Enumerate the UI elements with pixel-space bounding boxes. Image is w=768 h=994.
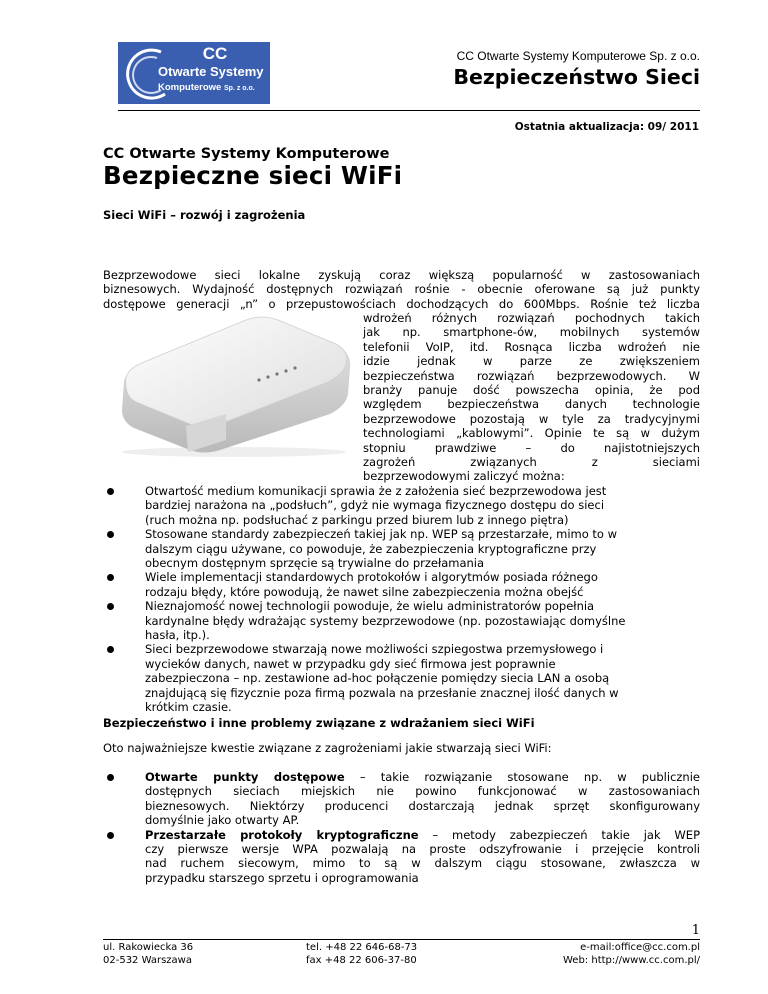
intro-line: branży panuje dość powszecha opinia, że pod xyxy=(363,383,700,398)
intro-line: idzie jednak w parze ze zwiększeniem xyxy=(363,354,700,369)
list-item-line: znajdującą się fizycznie poza firmą pozwala na przesłanie znacznej ilość danych w xyxy=(145,685,619,700)
header-doc-title: Bezpieczeństwo Sieci xyxy=(453,65,700,89)
list-item-line: hasła, itp.). xyxy=(145,628,210,643)
section1-heading: Sieci WiFi – rozwój i zagrożenia xyxy=(103,208,306,222)
page-title: Bezpieczne sieci WiFi xyxy=(103,161,403,190)
list-item-line: Sieci bezprzewodowe stwarzają nowe możliwości szpiegostwa przemysłowego i xyxy=(145,642,604,657)
header-company-name: CC Otwarte Systemy Komputerowe Sp. z o.o. xyxy=(456,49,700,63)
page-number: 1 xyxy=(691,923,700,938)
intro-paragraph-right xyxy=(363,311,700,484)
list-item xyxy=(103,570,700,599)
bullet-icon xyxy=(107,488,114,495)
last-updated: Ostatnia aktualizacja: 09/ 2011 xyxy=(514,121,699,133)
footer-address xyxy=(103,941,193,967)
list-item xyxy=(103,642,700,714)
footer-fax: fax +48 22 606-37-80 xyxy=(306,955,417,966)
header-divider xyxy=(118,110,700,111)
intro-line: wdrożeń różnych rozwiązań pochodnych takich xyxy=(363,311,700,325)
intro-paragraph-top xyxy=(103,268,700,311)
list-item-line: kardynalne błędy wdrażając systemy bezprzewodowe (np. pozostawiając domyślne xyxy=(145,613,626,628)
footer-phones xyxy=(306,941,417,967)
list-item xyxy=(103,484,700,527)
logo-text-line3-small: Sp. z o.o. xyxy=(223,85,255,92)
footer-phone: tel. +48 22 646-68-73 xyxy=(306,942,418,953)
intro-line: względem bezpieczeństwa danych technologie xyxy=(363,397,700,412)
issue-term: Przestarzałe protokoły kryptograficzne xyxy=(145,827,419,842)
intro-line: dostępowe generacji „n” o przepustowościach dochodzących do 600Mbps. Rośnie też liczba xyxy=(103,296,700,311)
intro-line: bezprzewodowymi zaliczyć można: xyxy=(363,469,565,484)
issue-text: – metody zabezpieczeń takie jak WEP xyxy=(418,827,701,842)
list-item-line: krótkim czasie. xyxy=(145,700,232,715)
list-item-line: rodzaju błędy, które powodują, że nawet silne zabezpieczenia można obejść xyxy=(145,584,584,599)
list-item-line xyxy=(145,828,700,842)
list-item-line: domyślnie jako otwarty AP. xyxy=(145,813,300,828)
footer-contact xyxy=(563,941,700,967)
bullet-icon xyxy=(107,574,114,581)
issue-term: Otwarte punkty dostępowe xyxy=(145,770,345,784)
list-item-line: zabezpieczona – np. zestawione ad-hoc połączenie pomiędzy siecia LAN a osobą xyxy=(145,671,610,686)
list-item xyxy=(103,770,700,828)
bullet-icon xyxy=(107,646,114,653)
list-item xyxy=(103,527,700,570)
bullet-icon xyxy=(107,774,114,781)
list-item-line: Wiele implementacji standardowych protokołów i algorytmów posiada różnego xyxy=(145,570,598,585)
bullet-icon xyxy=(107,603,114,610)
list-item-line: bieznesowych. Niektórzy producenci dostarczają jednak sprzęt skonfigurowany xyxy=(145,798,700,813)
logo-text-line2: Otwarte Systemy xyxy=(158,64,264,79)
intro-line: telefonii VoIP, itd. Rosnąca liczba wdrożeń nie xyxy=(363,339,700,354)
list-item-line: Otwartość medium komunikacji sprawia że z założenia sieć bezprzewodowa jest xyxy=(145,484,607,498)
list-item-line: Stosowane standardy zabezpieczeń takiej jak np. WEP są przestarzałe, mimo to w xyxy=(145,527,618,542)
intro-line: biznesowych. Wydajność dostępnych rozwiązań rośnie - obecnie oferowane są już punkty xyxy=(103,282,700,297)
issue-text: – takie rozwiązanie stosowane np. w publicznie xyxy=(344,770,700,784)
list-item-line: przypadku starszego sprzetu i oprogramowania xyxy=(145,870,419,885)
list-item-line: bardziej narażona na „podsłuch”, gdyż nie wymaga fizycznego dostępu do sieci xyxy=(145,498,605,513)
footer-address-line: ul. Rakowiecka 36 xyxy=(103,942,194,953)
intro-line: jak np. smartphone-ów, mobilnych systemów xyxy=(363,325,700,340)
issues-list xyxy=(103,770,700,885)
intro-line: technologiami „kablowymi”. Opinie te są w dużym xyxy=(363,426,700,441)
footer-divider xyxy=(103,939,700,940)
bullet-icon xyxy=(107,832,114,839)
bullet-icon xyxy=(107,531,114,538)
list-item-line: dostępnych sieciach miejskich nie powino funkcjonować w zastosowaniach xyxy=(145,784,700,799)
intro-line: bezpieczeństwa rozwiązań bezprzewodowych. W xyxy=(363,368,700,383)
list-item-line xyxy=(145,770,700,784)
list-item-line: czy pierwsze wersje WPA pozwalają na proste odszyfrowanie i przejęcie kontroli xyxy=(145,842,700,857)
list-item-line: (ruch można np. podsłuchać z parkingu przed biurem lub z innego piętra) xyxy=(145,512,569,527)
logo-text-cc: CC xyxy=(202,44,228,63)
list-item-line: Nieznajomość nowej technologii powoduje, że wielu administratorów popełnia xyxy=(145,599,595,614)
intro-line: stopniu prawdziwe – do najistotniejszych xyxy=(363,440,700,455)
logo-text-line3-main: Komputerowe xyxy=(158,82,224,93)
section2-heading: Bezpieczeństwo i inne problemy związane z wdrażaniem sieci WiFi xyxy=(103,716,535,730)
threats-list xyxy=(103,484,700,715)
list-item-line: dalszym ciągu używane, co powoduje, że zabezpieczenia kryptograficzne przy xyxy=(145,541,597,556)
list-item xyxy=(103,828,700,886)
list-item xyxy=(103,599,700,642)
intro-line: zagrożeń związanych z sieciami xyxy=(363,455,700,470)
list-item-line: wycieków danych, nawet w przypadku gdy sieć firmowa jest poprawnie xyxy=(145,656,556,671)
wifi-access-point-image xyxy=(116,312,354,458)
article-company: CC Otwarte Systemy Komputerowe xyxy=(103,146,390,162)
list-item-line: nad ruchem siecowym, mimo to są w dalszym ciągu stosowane, zwłaszcza w xyxy=(145,856,700,871)
list-item-line: obecnym dostępnym sprzęcie są trywialne do przełamania xyxy=(145,556,485,571)
page-header xyxy=(118,42,700,104)
section2-intro: Oto najważniejsze kwestie związane z zagrożeniami jakie stwarzają sieci WiFi: xyxy=(103,741,552,755)
intro-line: bezprzewodowe pozostają w tyle za tradycyjnymi xyxy=(363,411,700,426)
company-logo xyxy=(118,42,270,104)
logo-text-line3 xyxy=(158,82,268,93)
footer-email-link[interactable]: e-mail:office@cc.com.pl xyxy=(580,942,700,953)
intro-line: Bezprzewodowe sieci lokalne zyskują coraz większą popularność w zastosowaniach xyxy=(103,268,700,282)
footer-address-line: 02-532 Warszawa xyxy=(103,955,192,966)
footer-web-link[interactable]: Web: http://www.cc.com.pl/ xyxy=(563,955,700,966)
